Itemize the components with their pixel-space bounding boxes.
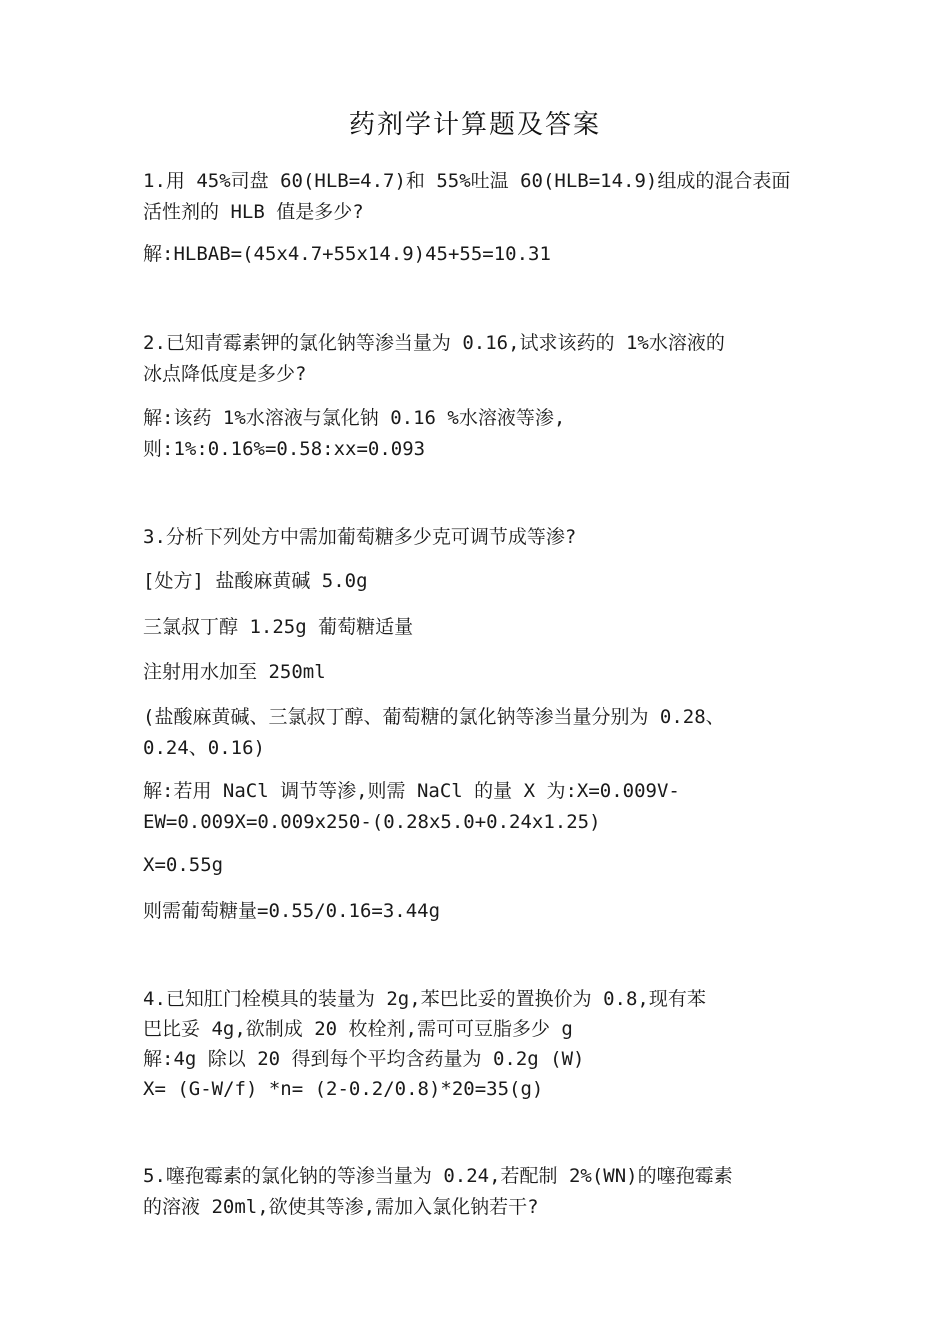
question-4-line-1: 4.已知肛门栓模具的装量为 2g,苯巴比妥的置换价为 0.8,现有苯 — [143, 988, 706, 1010]
prescription-line-2: 三氯叔丁醇 1.25g 葡萄糖适量 — [143, 616, 414, 638]
equivalent-note-line-2: 0.24、0.16) — [143, 737, 265, 759]
answer-3-line-4: 则需葡萄糖量=0.55/0.16=3.44g — [143, 900, 441, 922]
answer-2-line-1: 解:该药 1%水溶液与氯化钠 0.16 %水溶液等渗, — [143, 407, 566, 429]
prescription-line-3: 注射用水加至 250ml — [143, 661, 326, 683]
answer-3-line-2: EW=0.009X=0.009x250-(0.28x5.0+0.24x1.25) — [143, 811, 601, 833]
question-5-line-2: 的溶液 20ml,欲使其等渗,需加入氯化钠若干? — [143, 1196, 539, 1218]
question-1-line-1: 1.用 45%司盘 60(HLB=4.7)和 55%吐温 60(HLB=14.9)组成的混合表面 — [143, 170, 791, 192]
question-4-line-2: 巴比妥 4g,欲制成 20 枚栓剂,需可可豆脂多少 g — [143, 1018, 573, 1040]
equivalent-note-line-1: (盐酸麻黄碱、三氯叔丁醇、葡萄糖的氯化钠等渗当量分别为 0.28、 — [143, 706, 725, 728]
document-title: 药剂学计算题及答案 — [348, 110, 601, 140]
question-5-line-1: 5.噻孢霉素的氯化钠的等渗当量为 0.24,若配制 2%(WN)的噻孢霉素 — [143, 1165, 733, 1187]
answer-2-line-2: 则:1%:0.16%=0.58:xx=0.093 — [143, 438, 426, 460]
question-2-line-2: 冰点降低度是多少? — [143, 363, 307, 385]
question-1-line-2: 活性剂的 HLB 值是多少? — [143, 201, 364, 223]
question-2-line-1: 2.已知青霉素钾的氯化钠等渗当量为 0.16,试求该药的 1%水溶液的 — [143, 332, 725, 354]
answer-4-line-2: X= (G-W/f) *n= (2-0.2/0.8)*20=35(g) — [143, 1078, 544, 1100]
question-3-line-1: 3.分析下列处方中需加葡萄糖多少克可调节成等渗? — [143, 526, 577, 548]
answer-3-line-3: X=0.55g — [143, 854, 224, 876]
answer-1: 解:HLBAB=(45x4.7+55x14.9)45+55=10.31 — [143, 243, 551, 265]
prescription-line-1: [处方] 盐酸麻黄碱 5.0g — [143, 570, 368, 592]
answer-3-line-1: 解:若用 NaCl 调节等渗,则需 NaCl 的量 X 为:X=0.009V- — [143, 780, 680, 802]
answer-4-line-1: 解:4g 除以 20 得到每个平均含药量为 0.2g (W) — [143, 1048, 585, 1070]
